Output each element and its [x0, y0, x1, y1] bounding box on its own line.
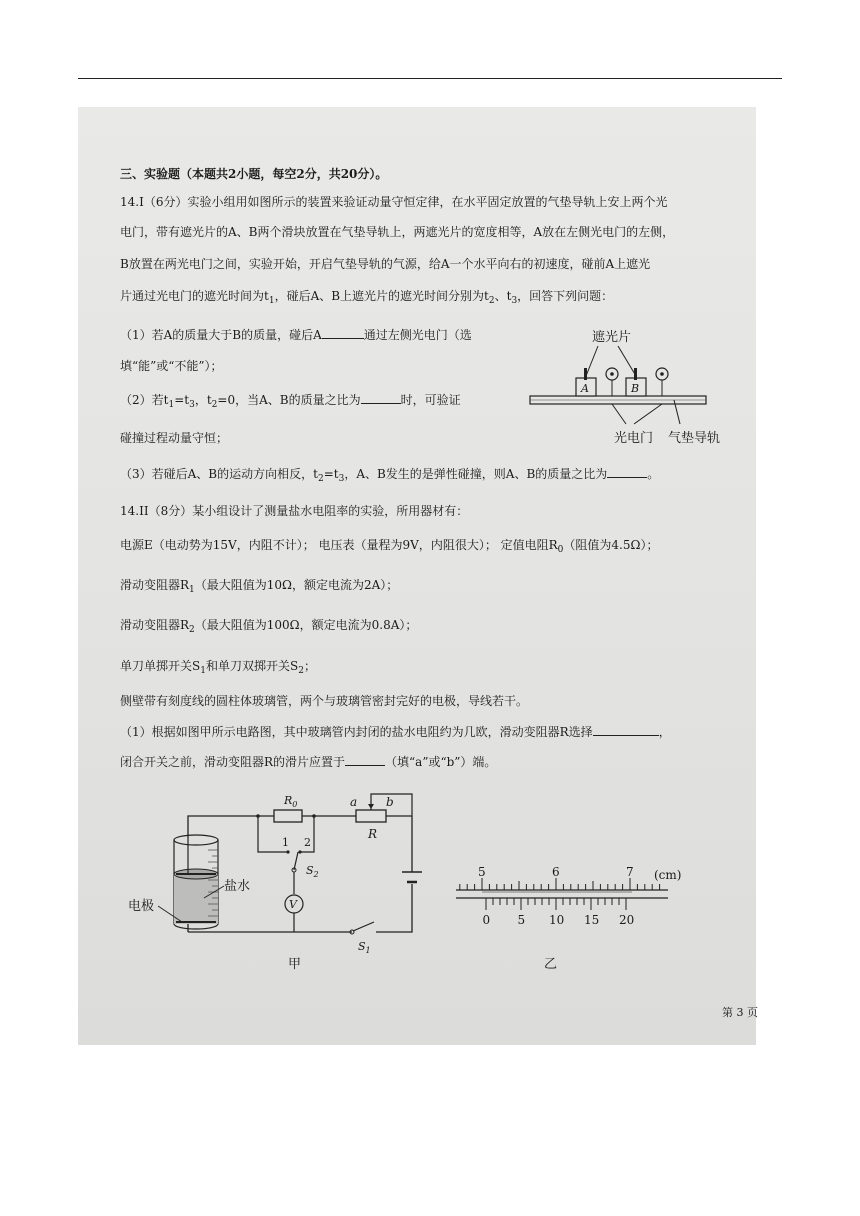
q14ii-line4: [120, 617, 417, 638]
rail-label: 气垫导轨: [668, 431, 721, 446]
gate-label: 光电门: [614, 431, 654, 446]
vernier-label: 15: [584, 913, 600, 927]
subscript: 3: [189, 400, 195, 410]
main-label: 6: [552, 865, 560, 879]
text: （3）若碰后A、B的运动方向相反，t: [120, 467, 318, 481]
text: 滑动变阻器R: [120, 578, 190, 592]
main-label: 5: [478, 865, 486, 879]
subscript: 0: [557, 545, 564, 555]
q14ii-part1: [120, 724, 671, 740]
switch-s2-blade: [294, 852, 298, 870]
vernier-label: 20: [619, 913, 635, 927]
text: （2）若t: [120, 393, 169, 407]
circuit-diagram: [124, 788, 430, 974]
pointer-line: [618, 346, 636, 376]
q14ii-line6: 侧壁带有刻度线的圆柱体玻璃管，两个与玻璃管密封完好的电极，导线若干。: [120, 694, 529, 708]
answer-blank[interactable]: [322, 327, 364, 339]
section-title: 三、实验题（本题共2小题，每空2分，共20分）。: [120, 167, 388, 181]
q14i-part3: [120, 466, 659, 487]
q14ii-line2: [120, 537, 658, 558]
r0-label: [283, 794, 297, 809]
subscript: 2: [211, 400, 218, 410]
text: （最大阻值为10Ω，额定电流为2A）；: [194, 578, 399, 592]
q14i-part1: [120, 327, 472, 343]
pointer-line: [612, 404, 626, 424]
subscript: 2: [313, 870, 319, 879]
answer-blank[interactable]: [345, 754, 385, 766]
rheostat-label: R: [368, 827, 378, 841]
pointer-line: [634, 404, 662, 424]
terminal-b-label: b: [386, 795, 394, 809]
subscript: 1: [189, 585, 195, 595]
text: 通过左侧光电门（选: [363, 328, 472, 342]
answer-blank[interactable]: [593, 724, 659, 736]
q14i-line4: [120, 288, 613, 309]
pointer-line: [586, 346, 598, 376]
text: S: [306, 864, 314, 877]
s1-label: [358, 940, 371, 955]
terminal-a-label: a: [350, 795, 358, 809]
air-track-figure: [528, 326, 721, 450]
text: 片通过光电门的遮光时间为t: [120, 289, 269, 303]
shade-plate-b: [634, 368, 637, 380]
circuit-caption: 甲: [288, 957, 302, 972]
answer-blank[interactable]: [361, 392, 401, 404]
saltwater-label: 盐水: [224, 879, 251, 894]
text: （填“a”或“b”）端。: [385, 755, 497, 769]
text: 和单刀双掷开关S: [205, 659, 299, 673]
vernier-scale-ticks: [486, 898, 626, 910]
slider-a-label: A: [581, 382, 589, 395]
main-scale-labels: [478, 865, 634, 879]
vernier-label: 10: [549, 913, 565, 927]
subscript: 1: [365, 946, 371, 955]
contact-1: [286, 850, 289, 853]
contact-2-label: 2: [304, 836, 311, 849]
tube-bottom: [174, 924, 218, 929]
resistor-r0: [274, 810, 302, 822]
text: （最大阻值为100Ω，额定电流为0.8A）；: [194, 618, 418, 632]
page-number: 第 3 页: [722, 1006, 758, 1019]
q14ii-line3: [120, 577, 398, 598]
q14ii-line1: 14.II（8分）某小组设计了测量盐水电阻率的实验，所用器材有：: [120, 504, 469, 518]
q14i-part2-cont: 碰撞过程动量守恒；: [120, 431, 229, 445]
text: 电源E（电动势为15V，内阻不计）； 电压表（量程为9V，内阻很大）； 定值电阻R: [120, 538, 558, 552]
text: =0，当A、B的质量之比为: [217, 393, 361, 407]
text: 闭合开关之前，滑动变阻器R的滑片应置于: [120, 755, 346, 769]
subscript: 3: [338, 474, 345, 484]
text: 时，可验证: [400, 393, 461, 407]
text: （阻值为4.5Ω）；: [563, 538, 659, 552]
subscript: 2: [189, 625, 195, 635]
q14i-part2: [120, 392, 461, 413]
text: ，碰后A、B上遮光片的遮光时间分别为t: [274, 289, 489, 303]
subscript: 0: [292, 800, 298, 809]
main-label: 7: [626, 865, 634, 879]
s2-label: [306, 864, 319, 879]
subscript: 1: [268, 296, 275, 306]
contact-2: [298, 850, 301, 853]
unit-label: (cm): [654, 868, 682, 882]
text: ；: [303, 659, 316, 673]
subscript: 1: [200, 666, 206, 676]
main-scale-ticks: [460, 878, 660, 890]
text: 、t: [494, 289, 512, 303]
text: R: [284, 794, 293, 807]
q14i-line3: B放置在两光电门之间，实验开始，开启气垫导轨的气源，给A一个水平向右的初速度，碰前A上遮光: [120, 257, 651, 271]
wire: [376, 884, 412, 932]
vernier-label: 0: [482, 913, 491, 927]
saltwater: [174, 874, 218, 924]
text: ，A、B发生的是弹性碰撞，则A、B的质量之比为: [344, 467, 608, 481]
tube-top: [174, 835, 218, 845]
header-rule: [78, 78, 782, 79]
q14i-part1-cont: 填“能”或“不能”）；: [120, 359, 223, 373]
text: =t: [174, 393, 190, 407]
q14ii-line5: [120, 658, 316, 679]
text: 单刀单掷开关S: [120, 659, 201, 673]
rheostat-r: [356, 810, 386, 822]
text: 滑动变阻器R: [120, 618, 190, 632]
q14i-line1: 14.I（6分）实验小组用如图所示的装置来验证动量守恒定律，在水平固定放置的气垫导轨上安上两个光: [120, 195, 668, 209]
q14ii-part1-cont: [120, 754, 496, 770]
photogate-dot: [660, 372, 664, 376]
text: ，t: [194, 393, 212, 407]
subscript: 2: [488, 296, 495, 306]
shade-label: 遮光片: [592, 330, 632, 345]
answer-blank[interactable]: [607, 466, 647, 478]
text: ，回答下列问题：: [517, 289, 614, 303]
shade-plate-a: [584, 368, 587, 380]
slider-arrow: [368, 804, 374, 809]
q14i-line2: 电门，带有遮光片的A、B两个滑块放置在气垫导轨上，两遮光片的宽度相等，A放在左侧光电门的左侧，: [120, 225, 675, 239]
text: S: [358, 940, 366, 953]
text: 。: [647, 467, 660, 481]
text: ，: [658, 725, 671, 739]
subscript: 2: [317, 474, 324, 484]
subscript: 2: [298, 666, 304, 676]
subscript: 1: [168, 400, 175, 410]
text: （1）根据如图甲所示电路图，其中玻璃管内封闭的盐水电阻约为几欧，滑动变阻器R选择: [120, 725, 593, 739]
switch-s1-blade: [353, 922, 374, 931]
subscript: 3: [511, 296, 518, 306]
text: （1）若A的质量大于B的质量，碰后A: [120, 328, 322, 342]
electrode-label: 电极: [128, 899, 155, 914]
slider-b-label: B: [631, 382, 640, 395]
contact-1-label: 1: [282, 836, 289, 849]
vernier-caliper: [452, 862, 692, 972]
vernier-scale-labels: [483, 913, 635, 927]
text: =t: [323, 467, 339, 481]
voltmeter-label: V: [289, 898, 297, 911]
caliper-caption: 乙: [544, 957, 558, 972]
vernier-label: 5: [517, 913, 526, 927]
photogate-dot: [610, 372, 614, 376]
